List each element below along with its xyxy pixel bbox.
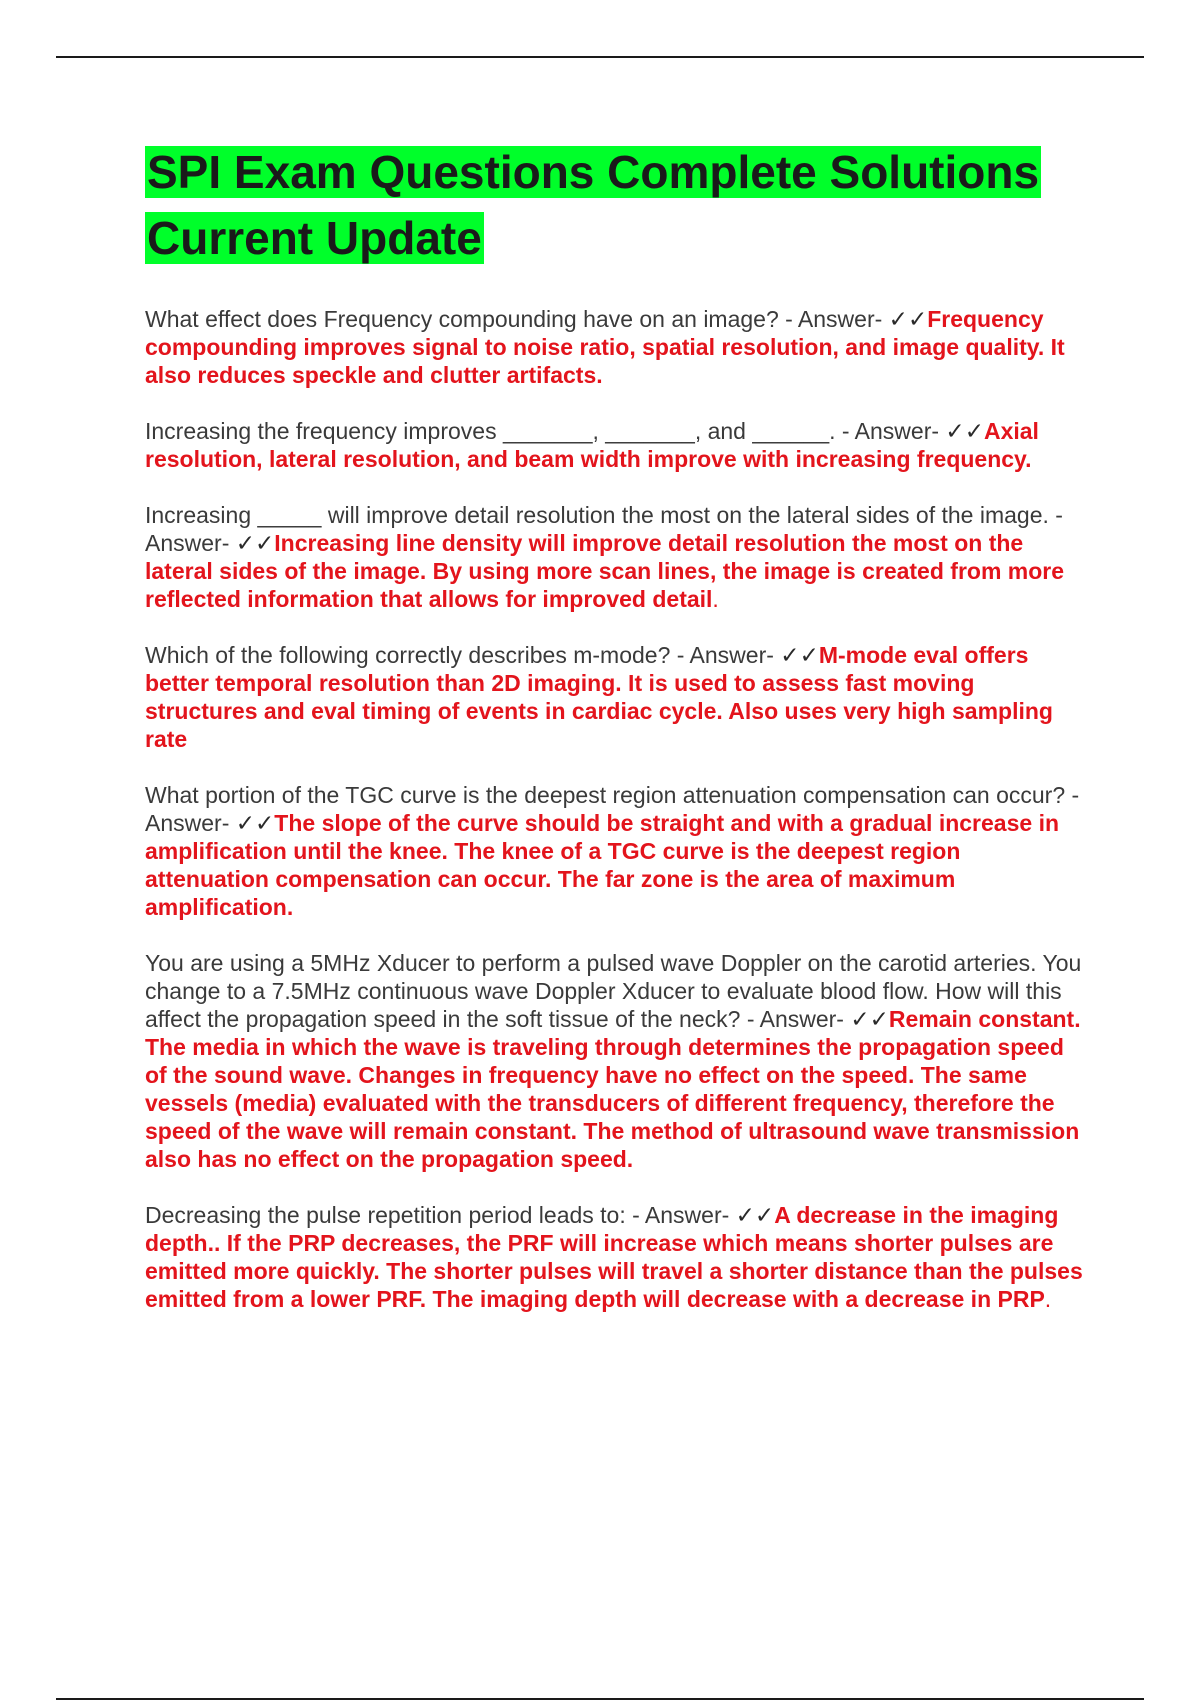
qa-item [145, 641, 1085, 753]
qa-item [145, 1201, 1085, 1313]
header-rule [56, 56, 1144, 58]
qa-item [145, 417, 1085, 473]
answer-tail: . [1044, 1286, 1052, 1312]
answer-text: Axial resolution, lateral resolution, and beam width improve with increasing frequency. [145, 418, 1039, 472]
answer-text: The slope of the curve should be straight and with a gradual increase in amplification until the knee. The knee of a TGC curve is the deepest region attenuation compensation can occur. The far zone is the area of maximum amplification. [145, 810, 1060, 920]
check-mark-icon: ✓✓ [235, 530, 275, 556]
document-title: SPI Exam Questions Complete Solutions Current Update [147, 146, 1040, 264]
qa-item [145, 501, 1085, 613]
answer-text: Frequency compounding improves signal to noise ratio, spatial resolution, and image quality. It also reduces speckle and clutter artifacts. [145, 306, 1065, 388]
qa-item [145, 781, 1085, 921]
answer-text: Increasing line density will improve detail resolution the most on the lateral sides of the image. By using more scan lines, the image is created from more reflected information that allows for improved detail [145, 530, 1065, 612]
check-mark-icon: ✓✓ [850, 1006, 889, 1032]
check-mark-icon: ✓✓ [945, 418, 984, 444]
question-text: Increasing _____ will improve detail resolution the most on the lateral sides of the image. - Answer- [145, 502, 1063, 556]
check-mark-icon: ✓✓ [735, 1202, 775, 1228]
answer-tail: . [712, 586, 719, 612]
question-text: Decreasing the pulse repetition period leads to: - Answer- [145, 1202, 736, 1228]
answer-text: A decrease in the imaging depth.. If the PRP decreases, the PRF will increase which means shorter pulses are emitted more quickly. The shorter pulses will travel a shorter distance than the pulses emitted from a lower PRF. The imaging depth will decrease with a decrease in PRP [145, 1202, 1083, 1312]
check-mark-icon: ✓✓ [780, 642, 819, 668]
question-text: Which of the following correctly describes m-mode? - Answer- [145, 642, 781, 668]
title-block [145, 145, 1085, 277]
question-text: What effect does Frequency compounding have on an image? - Answer- [145, 306, 889, 332]
check-mark-icon: ✓✓ [888, 306, 928, 332]
document-body [145, 145, 1085, 1341]
question-text: What portion of the TGC curve is the deepest region attenuation compensation can occur? - Answer- [145, 782, 1080, 836]
qa-item [145, 305, 1085, 389]
question-text: You are using a 5MHz Xducer to perform a pulsed wave Doppler on the carotid arteries. You change to a 7.5MHz continuous wave Doppler Xducer to evaluate blood flow. How will this affect the propagation speed in the soft tissue of the neck? - Answer- [145, 950, 1082, 1032]
qa-item [145, 949, 1085, 1173]
check-mark-icon: ✓✓ [235, 810, 275, 836]
answer-text: Remain constant. The media in which the wave is traveling through determines the propagation speed of the sound wave. Changes in frequency have no effect on the speed. The same vessels (media) evaluated with the transducers of different frequency, therefore the speed of the wave will remain constant. The method of ultrasound wave transmission also has no effect on the propagation speed. [145, 1006, 1081, 1172]
question-text: Increasing the frequency improves _______, _______, and ______. - Answer- [145, 418, 946, 444]
answer-text: M-mode eval offers better temporal resolution than 2D imaging. It is used to assess fast moving structures and eval timing of events in cardiac cycle. Also uses very high sampling rate [145, 642, 1053, 752]
